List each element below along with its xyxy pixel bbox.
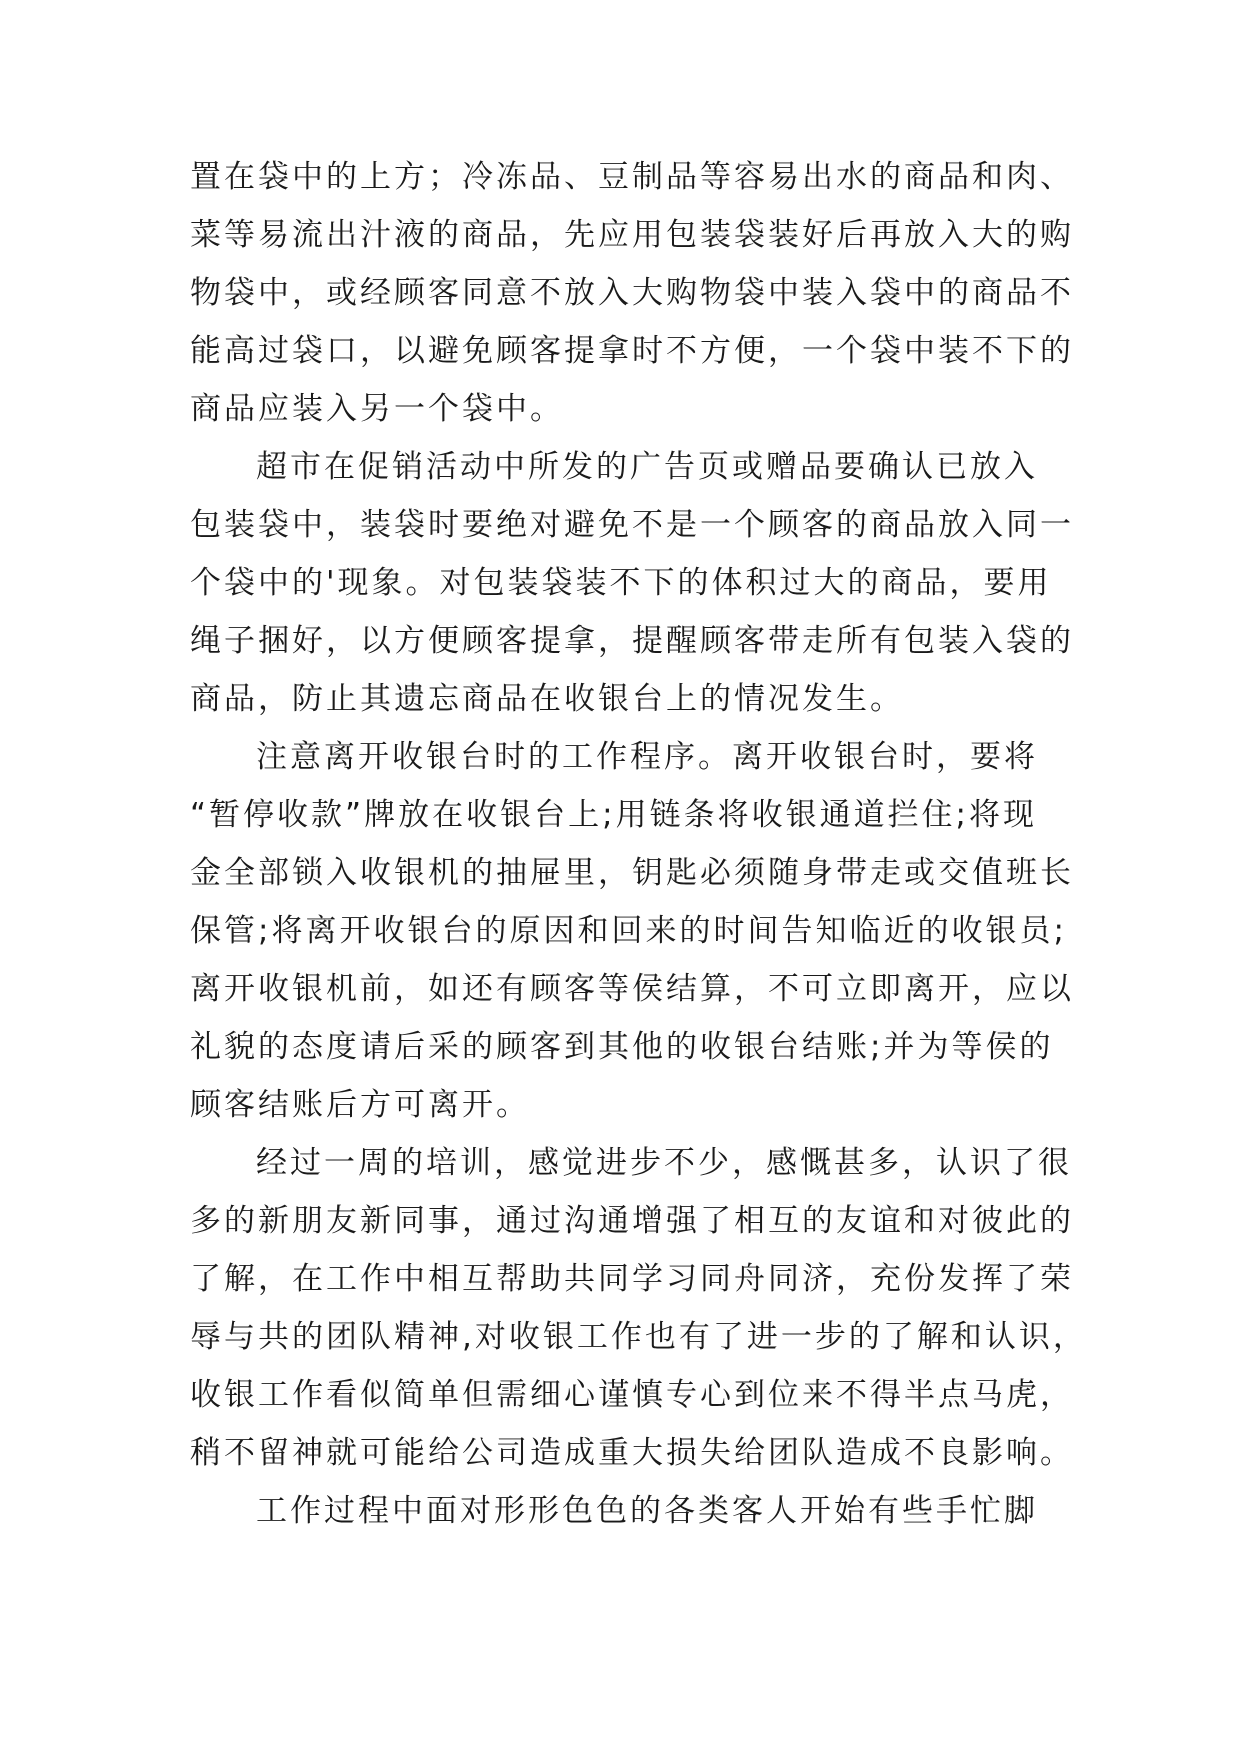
document-body (190, 148, 1087, 1540)
paragraph-first-line: 注意离开收银台时的工作程序。离开收银台时，要将 (256, 739, 1038, 775)
text-line: 了解，在工作中相互帮助共同学习同舟同济，充份发挥了荣 (190, 1261, 1074, 1297)
text-line: 离开收银机前，如还有顾客等侯结算，不可立即离开，应以 (190, 971, 1074, 1007)
text-line: 商品应装入另一个袋中。 (190, 391, 564, 427)
text-line: 绳子捆好，以方便顾客提拿，提醒顾客带走所有包装入袋的 (190, 623, 1074, 659)
text-line: 礼貌的态度请后采的顾客到其他的收银台结账;并为等侯的 (190, 1029, 1054, 1065)
text-line: 顾客结账后方可离开。 (190, 1087, 530, 1123)
text-line: 包装袋中，装袋时要绝对避免不是一个顾客的商品放入同一 (190, 507, 1074, 543)
text-line: 金全部锁入收银机的抽屉里，钥匙必须随身带走或交值班长 (190, 855, 1074, 891)
text-line: “暂停收款”牌放在收银台上;用链条将收银通道拦住;将现 (190, 797, 1038, 833)
text-line: 辱与共的团队精神,对收银工作也有了进一步的了解和认识， (190, 1319, 1087, 1355)
paragraph-first-line: 经过一周的培训，感觉进步不少，感慨甚多，认识了很 (256, 1145, 1072, 1181)
text-line: 个袋中的'现象。对包装袋装不下的体积过大的商品，要用 (190, 565, 1052, 601)
paragraph-first-line: 超市在促销活动中所发的广告页或赠品要确认已放入 (256, 449, 1038, 485)
text-line: 稍不留神就可能给公司造成重大损失给团队造成不良影响。 (190, 1435, 1074, 1471)
text-line: 置在袋中的上方；冷冻品、豆制品等容易出水的商品和肉、 (190, 159, 1074, 195)
text-line: 能高过袋口，以避免顾客提拿时不方便，一个袋中装不下的 (190, 333, 1074, 369)
text-line: 商品，防止其遗忘商品在收银台上的情况发生。 (190, 681, 904, 717)
text-line: 多的新朋友新同事，通过沟通增强了相互的友谊和对彼此的 (190, 1203, 1074, 1239)
text-line: 收银工作看似简单但需细心谨慎专心到位来不得半点马虎， (190, 1377, 1074, 1413)
text-line: 菜等易流出汁液的商品，先应用包装袋装好后再放入大的购 (190, 217, 1074, 253)
text-line: 保管;将离开收银台的原因和回来的时间告知临近的收银员; (190, 913, 1067, 949)
paragraph-first-line: 工作过程中面对形形色色的各类客人开始有些手忙脚 (256, 1493, 1038, 1529)
text-line: 物袋中，或经顾客同意不放入大购物袋中装入袋中的商品不 (190, 275, 1074, 311)
